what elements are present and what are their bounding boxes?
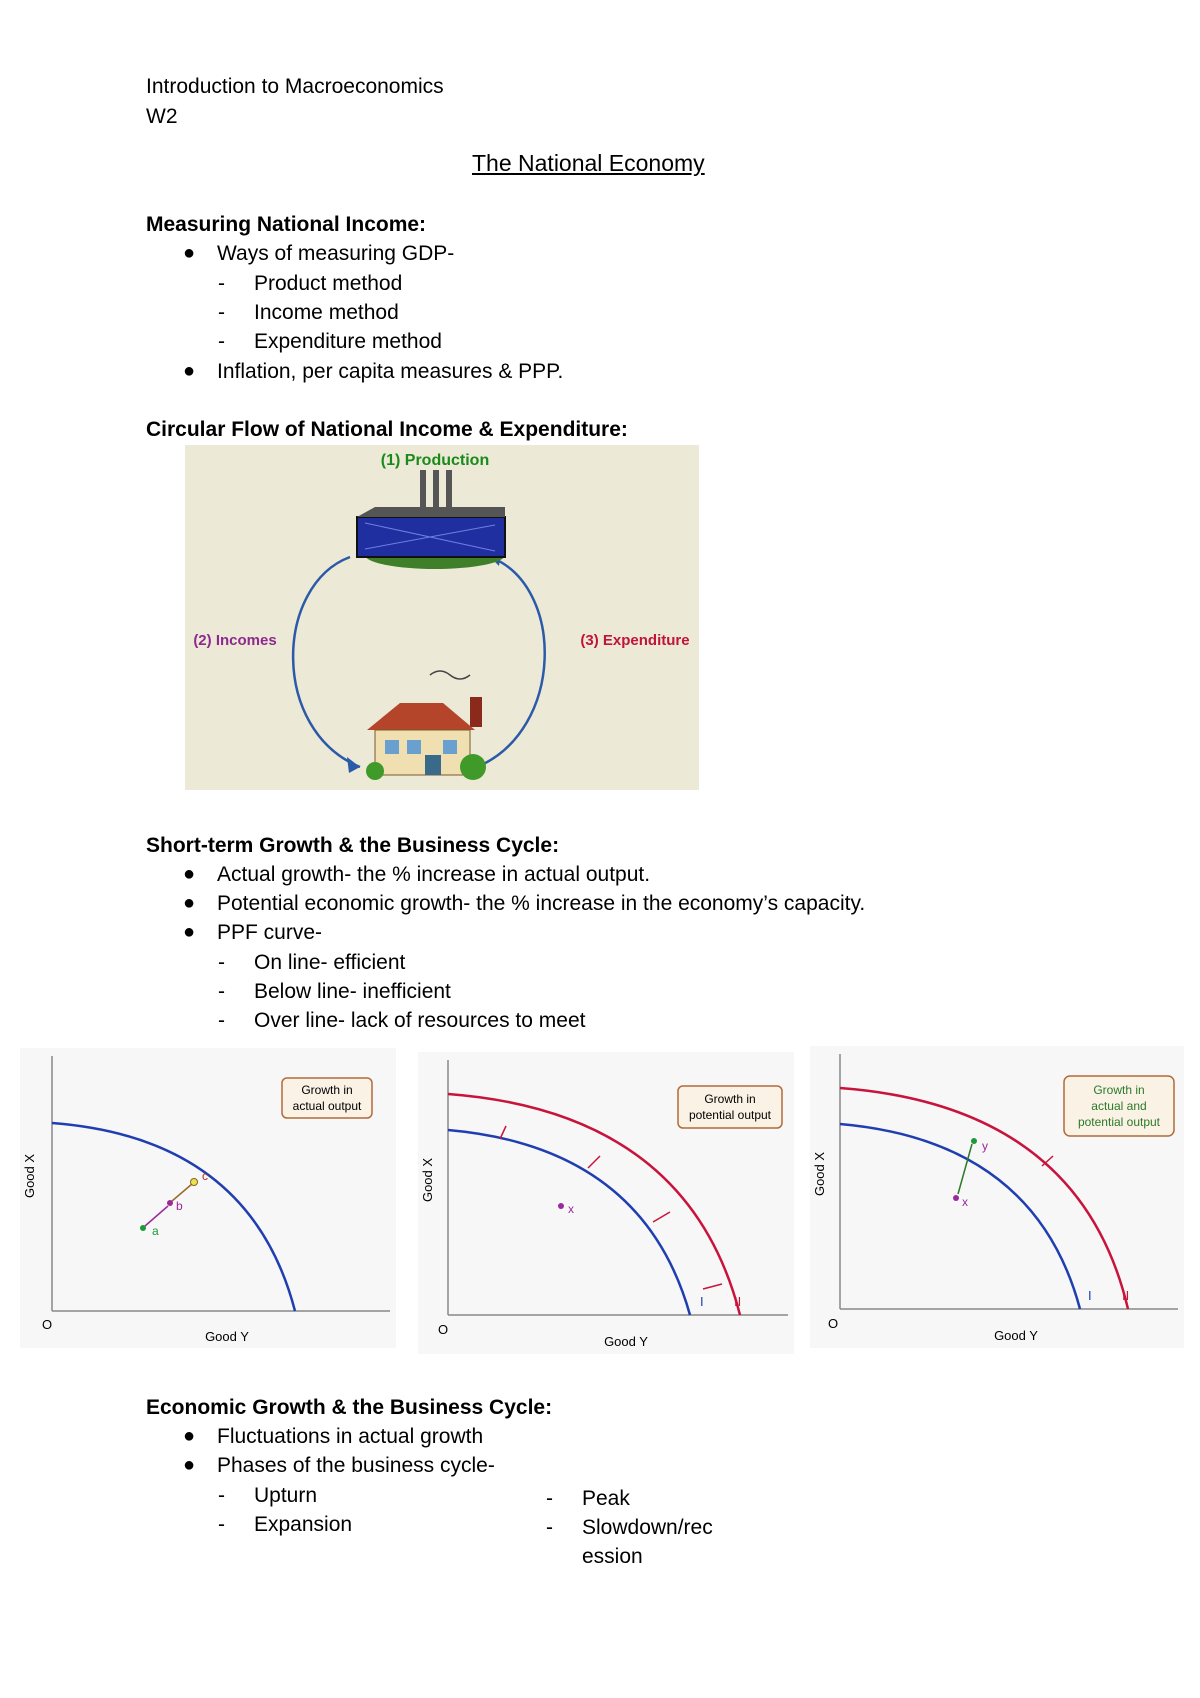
y-axis-label: Good X: [420, 1157, 435, 1203]
phase-item: Upturn: [254, 1484, 318, 1507]
dash-icon: -: [218, 330, 225, 353]
ppf-chart-potential-growth: [418, 1052, 794, 1354]
legend-text-line2: actual and: [1091, 1099, 1147, 1113]
phase-item-continued: ession: [582, 1545, 643, 1568]
origin-label: O: [828, 1316, 839, 1331]
list-item: Ways of measuring GDP-: [217, 242, 455, 265]
bullet-icon: ●: [183, 1454, 196, 1476]
production-label: (1) Production: [380, 452, 490, 469]
x-axis-label: Good Y: [994, 1328, 1038, 1343]
bullet-icon: ●: [183, 892, 196, 914]
point-x: [558, 1203, 564, 1209]
curve-II-label: II: [1122, 1288, 1130, 1303]
y-axis-label: Good X: [22, 1153, 37, 1199]
point-b-label: b: [176, 1199, 183, 1213]
point-a: [140, 1225, 146, 1231]
list-item: Fluctuations in actual growth: [217, 1425, 484, 1448]
course-title: Introduction to Macroeconomics: [146, 75, 444, 98]
point-x-label: x: [568, 1202, 574, 1216]
phase-item: Slowdown/rec: [582, 1516, 713, 1539]
bullet-icon: ●: [183, 360, 196, 382]
point-c-label: c: [202, 1169, 208, 1183]
legend-text-line3: potential output: [1077, 1115, 1161, 1129]
x-axis-label: Good Y: [604, 1334, 648, 1349]
list-item: Actual growth- the % increase in actual output.: [217, 863, 651, 886]
list-subitem: Product method: [254, 272, 403, 295]
list-subitem: On line- efficient: [254, 951, 406, 974]
dash-icon: -: [546, 1487, 553, 1510]
bullet-icon: ●: [183, 1425, 196, 1447]
section-heading-short-term-growth: Short-term Growth & the Business Cycle:: [146, 834, 560, 857]
section-heading-economic-growth: Economic Growth & the Business Cycle:: [146, 1396, 553, 1419]
y-axis-label: Good X: [812, 1151, 827, 1197]
list-item: Inflation, per capita measures & PPP.: [217, 360, 564, 383]
dash-icon: -: [218, 1484, 225, 1507]
origin-label: O: [438, 1322, 449, 1337]
dash-icon: -: [218, 951, 225, 974]
circular-flow-diagram: [185, 445, 699, 790]
bullet-icon: ●: [183, 242, 196, 264]
list-subitem: Over line- lack of resources to meet: [254, 1009, 586, 1032]
expenditure-label: (3) Expenditure: [580, 632, 690, 649]
legend-text-line1: Growth in: [704, 1092, 756, 1106]
curve-II-label: II: [734, 1294, 742, 1309]
dash-icon: -: [218, 272, 225, 295]
curve-I-label: I: [1088, 1288, 1092, 1303]
dash-icon: -: [218, 1009, 225, 1032]
bullet-icon: ●: [183, 863, 196, 885]
phase-item: Expansion: [254, 1513, 353, 1536]
page-title: The National Economy: [472, 150, 705, 176]
list-item: Potential economic growth- the % increase in the economy’s capacity.: [217, 892, 866, 915]
section-heading-national-income: Measuring National Income:: [146, 213, 427, 236]
x-axis-label: Good Y: [205, 1329, 249, 1344]
legend-text-line1: Growth in: [1093, 1083, 1145, 1097]
section-heading-circular-flow: Circular Flow of National Income & Expenditure:: [146, 418, 628, 441]
point-a-label: a: [152, 1224, 159, 1238]
point-y-label: y: [982, 1139, 988, 1153]
point-y: [971, 1138, 977, 1144]
point-x-label: x: [962, 1195, 968, 1209]
list-item: Phases of the business cycle-: [217, 1454, 495, 1477]
list-subitem: Below line- inefficient: [254, 980, 451, 1003]
legend-text-line2: potential output: [688, 1108, 772, 1122]
point-c: [191, 1179, 198, 1186]
ppf-chart-actual-growth: [20, 1048, 396, 1348]
legend-text-line2: actual output: [292, 1099, 362, 1113]
week-label: W2: [146, 105, 178, 128]
dash-icon: -: [546, 1516, 553, 1539]
list-subitem: Income method: [254, 301, 399, 324]
dash-icon: -: [218, 1513, 225, 1536]
origin-label: O: [42, 1317, 53, 1332]
dash-icon: -: [218, 980, 225, 1003]
phase-item: Peak: [582, 1487, 630, 1510]
ppf-chart-actual-and-potential-growth: [810, 1046, 1184, 1348]
bullet-icon: ●: [183, 921, 196, 943]
point-b: [167, 1200, 173, 1206]
list-subitem: Expenditure method: [254, 330, 442, 353]
list-item: PPF curve-: [217, 921, 323, 944]
curve-I-label: I: [700, 1294, 704, 1309]
incomes-label: (2) Incomes: [193, 632, 277, 649]
legend-text-line1: Growth in: [301, 1083, 353, 1097]
dash-icon: -: [218, 301, 225, 324]
point-x: [953, 1195, 959, 1201]
